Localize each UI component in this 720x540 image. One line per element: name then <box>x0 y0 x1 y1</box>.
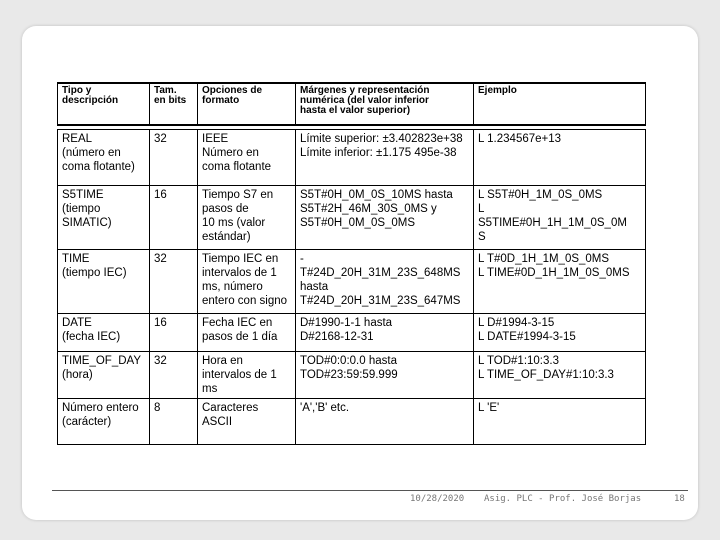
table-cell <box>474 399 646 445</box>
cell-line: Fecha IEC en <box>202 317 273 329</box>
cell-line: L TIME#0D_1H_1M_0S_0MS <box>478 267 630 279</box>
header-line: Tam. <box>154 85 177 96</box>
header-line: numérica (del valor inferior <box>300 95 429 106</box>
table-cell <box>58 130 150 186</box>
table-cell <box>150 352 198 399</box>
cell-line: L TOD#1:10:3.3 <box>478 355 559 367</box>
cell-line: pasos de 1 día <box>202 331 278 343</box>
header-line: Ejemplo <box>478 85 517 96</box>
table-cell <box>198 130 296 186</box>
cell-line: S5TIME#0H_1H_1M_0S_0M <box>478 217 627 229</box>
cell-line: S5T#2H_46M_30S_0MS y <box>300 203 437 215</box>
table-cell <box>58 314 150 352</box>
table-cell <box>296 399 474 445</box>
cell-line: intervalos de 1 <box>202 267 277 279</box>
cell-line: L T#0D_1H_1M_0S_0MS <box>478 253 610 265</box>
cell-line: 32 <box>154 253 167 265</box>
cell-line: pasos de <box>202 203 249 215</box>
footer-divider <box>52 490 688 491</box>
table-cell <box>474 314 646 352</box>
cell-line: (fecha IEC) <box>62 331 121 343</box>
cell-line: IEEE <box>202 133 229 145</box>
cell-line: L 1.234567e+13 <box>478 133 562 145</box>
cell-line: L DATE#1994-3-15 <box>478 331 576 343</box>
table-row <box>58 250 646 314</box>
cell-line: 16 <box>154 189 167 201</box>
table-cell <box>474 186 646 250</box>
cell-line: - <box>300 253 304 265</box>
cell-line: (carácter) <box>62 416 112 428</box>
table-cell <box>150 186 198 250</box>
header-line: hasta el valor superior) <box>300 105 411 116</box>
cell-line: L TIME_OF_DAY#1:10:3.3 <box>478 369 614 381</box>
table-header-row <box>58 83 646 125</box>
cell-line: T#24D_20H_31M_23S_648MS <box>300 267 461 279</box>
table-cell <box>198 186 296 250</box>
cell-line: S5T#0H_0M_0S_0MS <box>300 217 416 229</box>
cell-line: ms, número <box>202 281 263 293</box>
header-cell <box>198 83 296 125</box>
cell-line: L D#1994-3-15 <box>478 317 555 329</box>
header-line: Tipo y <box>62 85 92 96</box>
table-cell <box>58 399 150 445</box>
cell-line: intervalos de 1 <box>202 369 277 381</box>
cell-line: S <box>478 231 486 243</box>
table-cell <box>150 314 198 352</box>
table-cell <box>474 250 646 314</box>
cell-line: Límite inferior: ±1.175 495e-38 <box>300 147 457 159</box>
cell-line: coma flotante) <box>62 161 135 173</box>
cell-line: 8 <box>154 402 161 414</box>
table-cell <box>150 399 198 445</box>
cell-line: 'A','B' etc. <box>300 402 350 414</box>
header-cell <box>296 83 474 125</box>
table-cell <box>296 130 474 186</box>
cell-line: TOD#0:0:0.0 hasta <box>300 355 397 367</box>
table-cell <box>198 352 296 399</box>
header-line: formato <box>202 95 240 106</box>
table-cell <box>58 250 150 314</box>
header-cell <box>150 83 198 125</box>
footer-page-number: 18 <box>674 494 685 504</box>
cell-line: Tiempo IEC en <box>202 253 279 265</box>
table-row <box>58 314 646 352</box>
cell-line: 16 <box>154 317 167 329</box>
table-cell <box>474 352 646 399</box>
table-cell <box>474 130 646 186</box>
header-cell <box>474 83 646 125</box>
table-row <box>58 186 646 250</box>
cell-line: entero con signo <box>202 295 288 307</box>
table-cell <box>58 186 150 250</box>
cell-line: REAL <box>62 133 93 145</box>
header-line: Márgenes y representación <box>300 85 430 96</box>
table-row <box>58 352 646 399</box>
table-cell <box>198 250 296 314</box>
data-types-table <box>57 82 646 445</box>
cell-line: D#2168-12-31 <box>300 331 374 343</box>
cell-line: Caracteres <box>202 402 259 414</box>
cell-line: SIMATIC) <box>62 217 112 229</box>
table-cell <box>58 352 150 399</box>
cell-line: estándar) <box>202 231 251 243</box>
table-cell <box>296 352 474 399</box>
header-line: Opciones de <box>202 85 263 96</box>
header-line: descripción <box>62 95 119 106</box>
cell-line: TIME_OF_DAY <box>62 355 142 367</box>
cell-line: 10 ms (valor <box>202 217 266 229</box>
cell-line: TIME <box>62 253 90 265</box>
cell-line: coma flotante <box>202 161 272 173</box>
cell-line: hasta <box>300 281 329 293</box>
table-cell <box>198 314 296 352</box>
cell-line: Tiempo S7 en <box>202 189 274 201</box>
table-row <box>58 399 646 445</box>
table-row <box>58 130 646 186</box>
table-cell <box>150 130 198 186</box>
cell-line: (hora) <box>62 369 93 381</box>
cell-line: (tiempo IEC) <box>62 267 127 279</box>
header-line: en bits <box>154 95 187 106</box>
cell-line: ms <box>202 383 218 395</box>
table-cell <box>296 186 474 250</box>
cell-line: Número en <box>202 147 259 159</box>
table-cell <box>198 399 296 445</box>
cell-line: D#1990-1-1 hasta <box>300 317 393 329</box>
cell-line: L <box>478 203 485 215</box>
footer-date: 10/28/2020 <box>410 494 465 504</box>
cell-line: TOD#23:59:59.999 <box>300 369 398 381</box>
cell-line: T#24D_20H_31M_23S_647MS <box>300 295 461 307</box>
cell-line: ASCII <box>202 416 233 428</box>
cell-line: (tiempo <box>62 203 101 215</box>
table-cell <box>296 314 474 352</box>
cell-line: S5TIME <box>62 189 104 201</box>
header-cell <box>58 83 150 125</box>
cell-line: L S5T#0H_1M_0S_0MS <box>478 189 603 201</box>
cell-line: 32 <box>154 355 167 367</box>
table-cell <box>150 250 198 314</box>
cell-line: Límite superior: ±3.402823e+38 <box>300 133 463 145</box>
footer-course: Asig. PLC - Prof. José Borjas <box>484 494 642 504</box>
cell-line: S5T#0H_0M_0S_10MS hasta <box>300 189 453 201</box>
cell-line: Hora en <box>202 355 243 367</box>
cell-line: 32 <box>154 133 167 145</box>
cell-line: (número en <box>62 147 121 159</box>
cell-line: L 'E' <box>478 402 500 414</box>
cell-line: DATE <box>62 317 92 329</box>
cell-line: Número entero <box>62 402 139 414</box>
table-cell <box>296 250 474 314</box>
